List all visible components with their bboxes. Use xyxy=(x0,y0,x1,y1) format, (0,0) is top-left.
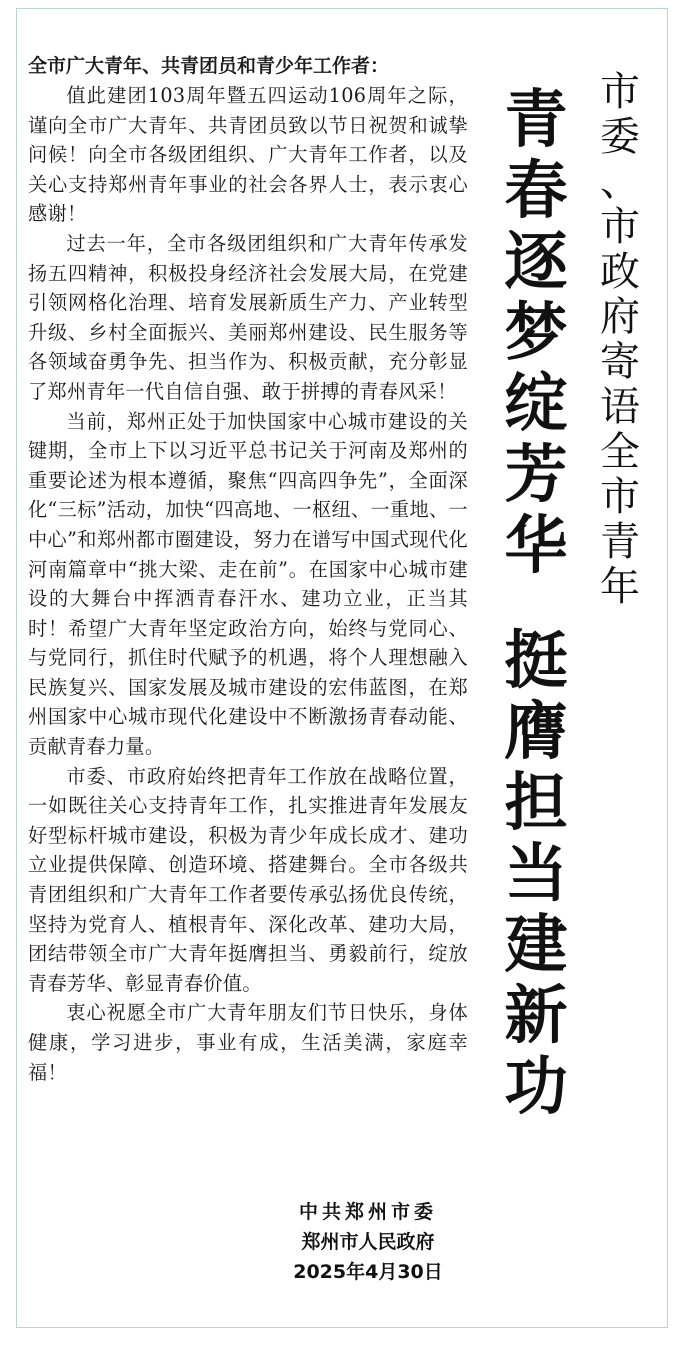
headline-gap xyxy=(498,581,574,625)
vertical-char: 语 xyxy=(600,384,640,430)
vertical-char: 担 xyxy=(504,766,568,839)
vertical-char: 梦 xyxy=(504,296,568,369)
vertical-char: 功 xyxy=(504,1050,568,1123)
vertical-char: 挺 xyxy=(504,624,568,697)
signature-date: 2025年4月30日 xyxy=(293,1261,443,1283)
vertical-char: 府 xyxy=(600,294,640,340)
salutation: 全市广大青年、共青团员和青少年工作者： xyxy=(28,55,390,77)
signature-party-committee: 中共郑州市委 xyxy=(298,1201,437,1223)
paragraph-2: 过去一年，全市各级团组织和广大青年传承发扬五四精神，积极投身经济社会发展大局，在党建引领网格化治理、培育发展新质生产力、产业转型升级、乡村全面振兴、美丽郑州建设、民生服务等各领域奋勇争先、担当作为、积极贡献，充分彰显了郑州青年一代自信自强、敢于拼搏的青春风采！ xyxy=(28,231,468,403)
paragraph-1: 值此建团103周年暨五四运动106周年之际，谨向全市广大青年、共青团员致以节日祝贺和诚挚问候！向全市各级团组织、广大青年工作者，以及关心支持郑州青年事业的社会各界人士，表示衷心感谢！ xyxy=(28,84,468,226)
vertical-char: 寄 xyxy=(600,339,640,385)
vertical-char: 全 xyxy=(600,429,640,475)
paragraph-3: 当前，郑州正处于加快国家中心城市建设的关键期，全市上下以习近平总书记关于河南及郑州的重要论述为根本遵循，聚焦“四高四争先”，全面深化“三标”活动，加快“四高地、一枢纽、一重地、一中心”和郑州都市圈建设，努力在谱写中国式现代化河南篇章中“挑大梁、走在前”。在国家中心城市建设的大舞台中挥洒青春汗水、建功立业，正当其时！希望广大青年坚定政治方向，始终与党同心、与党同行，抓住时代赋予的机遇，将个人理想融入民族复兴、国家发展及城市建设的宏伟蓝图，在郑州国家中心城市现代化建设中不断激扬青春动能、贡献青春力量。 xyxy=(28,409,468,759)
vertical-char: 市 xyxy=(600,474,640,520)
signature-government: 郑州市人民政府 xyxy=(301,1231,435,1253)
vertical-char: 市 xyxy=(600,69,640,115)
vertical-char: 芳 xyxy=(504,438,568,511)
vertical-char: 政 xyxy=(600,249,640,295)
paragraph-4: 市委、市政府始终把青年工作放在战略位置，一如既往关心支持青年工作，扎实推进青年发展友好型标杆城市建设，积极为青少年成长成才、建功立业提供保障、创造环境、搭建舞台。全市各级共青团组织和广大青年工作者要传承弘扬优良传统，坚持为党育人、植根青年、深化改革、建功大局，团结带领全市广大青年挺膺担当、勇毅前行，绽放青春芳华、彰显青春价值。 xyxy=(28,764,468,995)
headline xyxy=(498,84,574,1122)
vertical-char: 委 xyxy=(600,114,640,160)
vertical-char: 青 xyxy=(504,83,568,156)
subheading-text xyxy=(598,70,642,610)
vertical-char: 、 xyxy=(600,159,640,205)
vertical-char: 绽 xyxy=(504,367,568,440)
vertical-char: 逐 xyxy=(504,225,568,298)
vertical-char: 青 xyxy=(600,519,640,565)
paragraph-5: 衷心祝愿全市广大青年朋友们节日快乐，身体健康，学习进步，事业有成，生活美满，家庭幸福！ xyxy=(28,1001,468,1084)
vertical-char: 膺 xyxy=(504,695,568,768)
headline-line-1 xyxy=(498,84,574,581)
vertical-char: 新 xyxy=(504,979,568,1052)
vertical-char: 年 xyxy=(600,564,640,610)
vertical-char: 市 xyxy=(600,204,640,250)
letter-body xyxy=(28,52,468,1087)
subheading xyxy=(598,70,642,610)
vertical-char: 华 xyxy=(504,509,568,582)
signature-block xyxy=(268,1197,468,1287)
vertical-char: 当 xyxy=(504,837,568,910)
headline-line-2 xyxy=(498,625,574,1122)
vertical-char: 建 xyxy=(504,908,568,981)
vertical-char: 春 xyxy=(504,154,568,227)
